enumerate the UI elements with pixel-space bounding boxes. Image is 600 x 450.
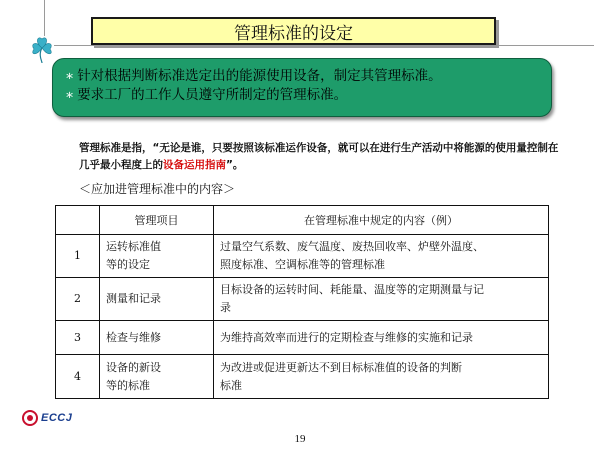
eccj-logo [22,410,72,426]
table-header-item: 管理项目 [100,206,214,235]
table-header-row [56,206,549,235]
highlight-text: 设备运用指南 [163,159,226,171]
table-row: 4 设备的新设 等的标准 为改进或促进更新达不到目标标准值的设备的判断 标准 [56,355,549,399]
eccj-logo-icon [22,410,38,426]
table-row: 3 检查与维修 为维持高效率而进行的定期检查与维修的实施和记录 [56,321,549,355]
decor-horizontal-line [54,45,594,46]
star-bullet-icon: ∗ [65,87,75,103]
page-number: 19 [294,433,306,445]
bullet-line-1: ∗ 针对根据判断标准选定出的能源使用设备，制定其管理标准。 [65,68,442,84]
table-header-content: 在管理标准中规定的内容（例） [214,206,549,235]
management-standard-table [55,205,549,399]
key-points-box [52,58,552,117]
slide-title: 管理标准的设定 [91,17,496,45]
table-row: 2 测量和记录 目标设备的运转时间、耗能量、温度等的定期测量与记 录 [56,278,549,321]
definition-paragraph: 管理标准是指，“无论是谁，只要按照该标准运作设备，就可以在进行生产活动中将能源的使用量控制在几乎最小程度上的设备运用指南”。 [79,142,559,171]
bullet-line-2: ∗ 要求工厂的工作人员遵守所制定的管理标准。 [65,87,348,103]
logo-text: ECCJ [41,412,73,424]
table-header-num [56,206,100,235]
table-subheading: ＜应加进管理标准中的内容＞ [79,182,236,196]
table-row: 1 运转标准值 等的设定 过量空气系数、废气温度、废热回收率、炉壁外温度、 照度标准、空调标准等的管理标准 [56,235,549,278]
star-bullet-icon: ∗ [65,68,75,84]
